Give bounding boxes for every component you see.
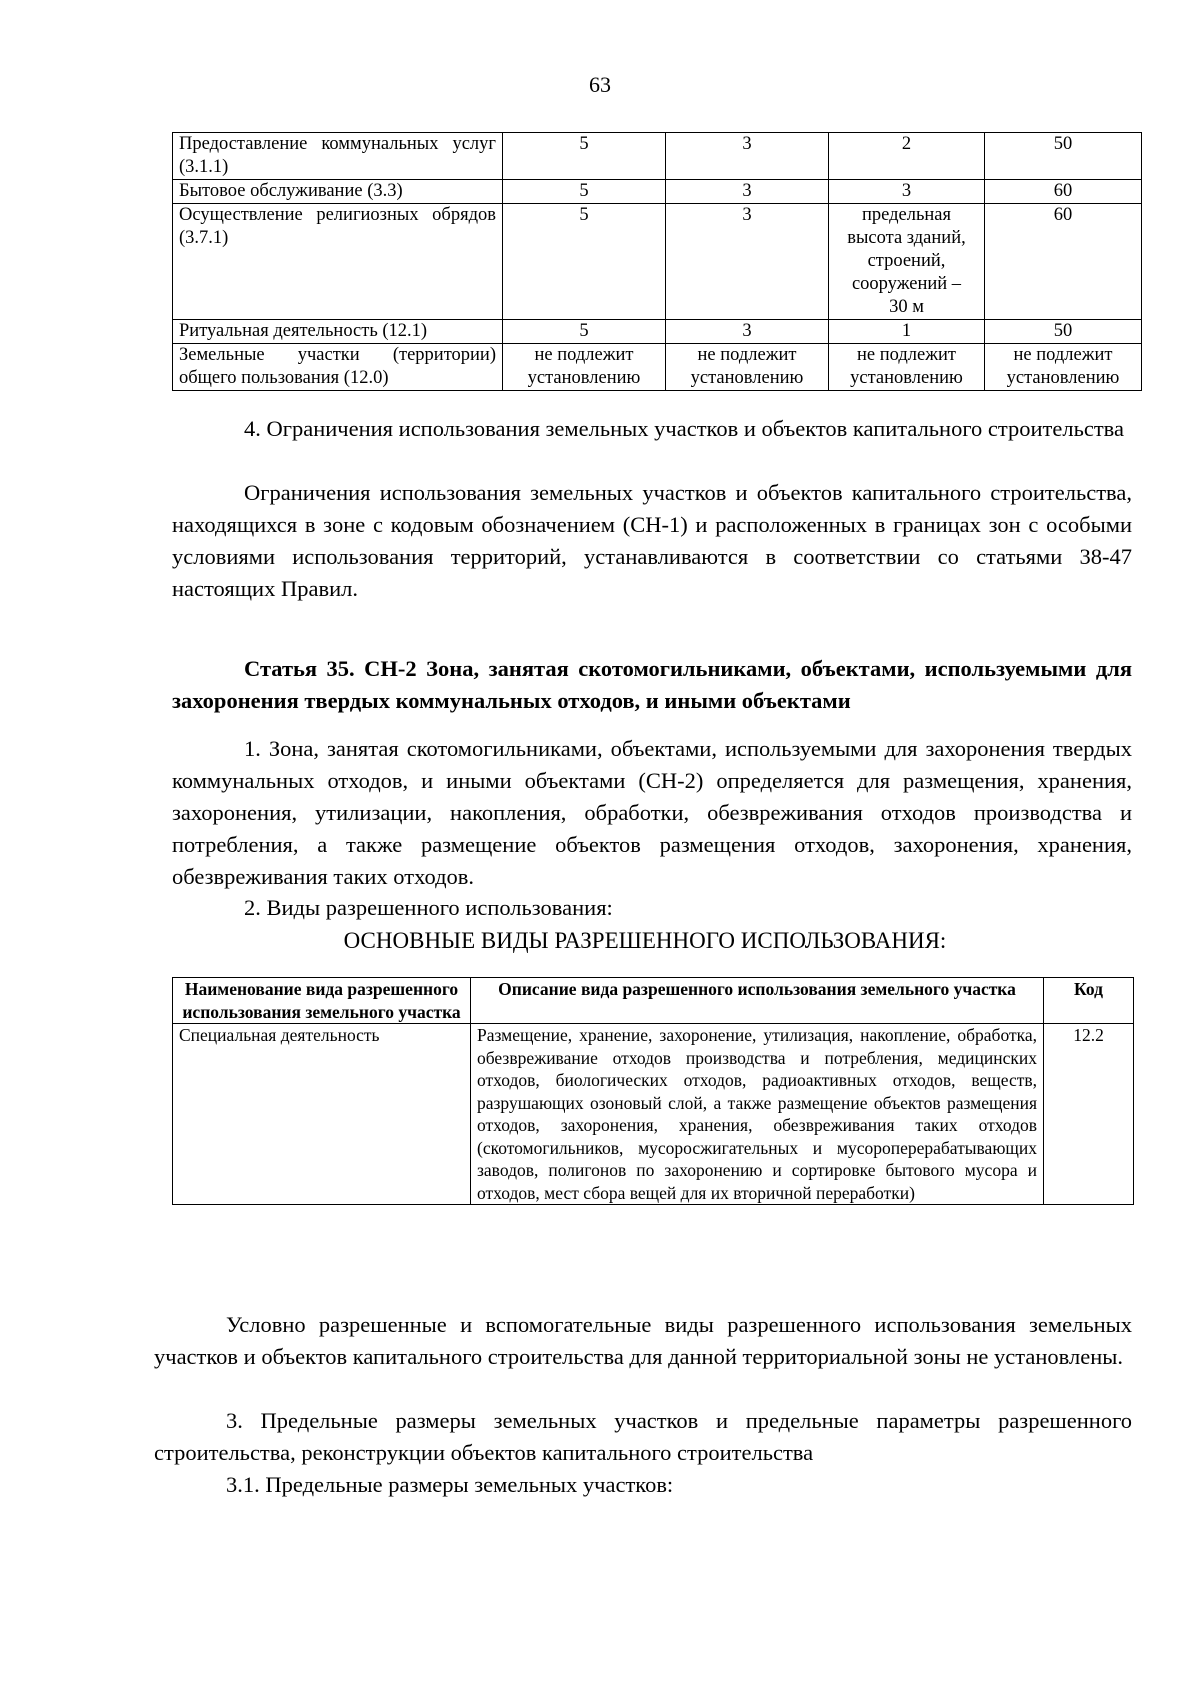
table-cell: 5 <box>503 180 666 204</box>
table-cell: 3 <box>666 204 829 320</box>
section-4-heading: 4. Ограничения использования земельных участков и объектов капитального строительства <box>244 416 1124 441</box>
table-cell: 3 <box>666 320 829 344</box>
table-row <box>173 1024 1134 1205</box>
column-header-code: Код <box>1044 978 1134 1024</box>
table-row <box>173 344 1142 391</box>
section-3-1-paragraph: 3.1. Предельные размеры земельных участков: <box>226 1472 674 1497</box>
table-cell: 50 <box>985 320 1142 344</box>
table-row <box>173 180 1142 204</box>
article-paragraph-1: 1. Зона, занятая скотомогильниками, объектами, используемыми для захоронения твердых коммунальных отходов, и иными объектами (СН-2) определяется для размещения, хранения, захоронения, утилизации, накопления, обработки, обезвреживания отходов производства и потребления, а также размещение объектов размещения отходов, захоронения, хранения, обезвреживания таких отходов. <box>172 736 1132 889</box>
table-header-row <box>173 978 1134 1024</box>
table-cell-name: Земельные участки (территории) общего пользования (12.0) <box>173 344 503 391</box>
parameters-table <box>172 132 1142 391</box>
column-header-name: Наименование вида разрешенного использования земельного участка <box>173 978 471 1024</box>
main-types-heading: ОСНОВНЫЕ ВИДЫ РАЗРЕШЕННОГО ИСПОЛЬЗОВАНИЯ: <box>343 928 947 953</box>
table-row <box>173 133 1142 180</box>
table-cell-code: 12.2 <box>1044 1024 1134 1205</box>
table-cell-name: Специальная деятельность <box>173 1024 471 1205</box>
table-cell: 60 <box>985 204 1142 320</box>
table-cell-name: Осуществление религиозных обрядов (3.7.1) <box>173 204 503 320</box>
table-row <box>173 204 1142 320</box>
table-cell: предельная высота зданий, строений, сооружений – 30 м <box>829 204 985 320</box>
table-cell: 50 <box>985 133 1142 180</box>
table-cell: не подлежит установлению <box>985 344 1142 391</box>
conditional-uses-paragraph: Условно разрешенные и вспомогательные виды разрешенного использования земельных участков и объектов капитального строительства для данной территориальной зоны не установлены. <box>154 1312 1132 1369</box>
table-cell: 3 <box>666 133 829 180</box>
table-cell: не подлежит установлению <box>503 344 666 391</box>
table-cell: 2 <box>829 133 985 180</box>
table-cell: 3 <box>829 180 985 204</box>
page-number: 63 <box>589 72 611 97</box>
column-header-description: Описание вида разрешенного использования земельного участка <box>471 978 1044 1024</box>
table-cell: 5 <box>503 133 666 180</box>
table-cell: 5 <box>503 204 666 320</box>
table-cell: 3 <box>666 180 829 204</box>
section-3-paragraph: 3. Предельные размеры земельных участков и предельные параметры разрешенного строительства, реконструкции объектов капитального строительства <box>154 1408 1132 1465</box>
article-paragraph-2: 2. Виды разрешенного использования: <box>244 895 613 920</box>
table-cell-name: Бытовое обслуживание (3.3) <box>173 180 503 204</box>
table-cell: 1 <box>829 320 985 344</box>
section-4-body: Ограничения использования земельных участков и объектов капитального строительства, находящихся в зоне с кодовым обозначением (СН-1) и расположенных в границах зон с особыми условиями использования территорий, устанавливаются в соответствии со статьями 38-47 настоящих Правил. <box>172 480 1132 601</box>
table-row <box>173 320 1142 344</box>
table-cell: не подлежит установлению <box>666 344 829 391</box>
table-cell-name: Ритуальная деятельность (12.1) <box>173 320 503 344</box>
article-title: Статья 35. СН-2 Зона, занятая скотомогильниками, объектами, используемыми для захоронения твердых коммунальных отходов, и иными объектами <box>172 656 1132 713</box>
permitted-uses-table <box>172 977 1134 1205</box>
table-cell: 60 <box>985 180 1142 204</box>
table-cell-description: Размещение, хранение, захоронение, утилизация, накопление, обработка, обезвреживание отходов производства и потребления, медицинских отходов, биологических отходов, радиоактивных отходов, веществ, разрушающих озоновый слой, а также размещение объектов размещения отходов, захоронения, хранения, обезвреживания таких отходов (скотомогильников, мусоросжигательных и мусороперерабатывающих заводов, полигонов по захоронению и сортировке бытового мусора и отходов, мест сбора вещей для их вторичной переработки) <box>471 1024 1044 1205</box>
table-cell-name: Предоставление коммунальных услуг (3.1.1) <box>173 133 503 180</box>
table-cell: 5 <box>503 320 666 344</box>
table-cell: не подлежит установлению <box>829 344 985 391</box>
